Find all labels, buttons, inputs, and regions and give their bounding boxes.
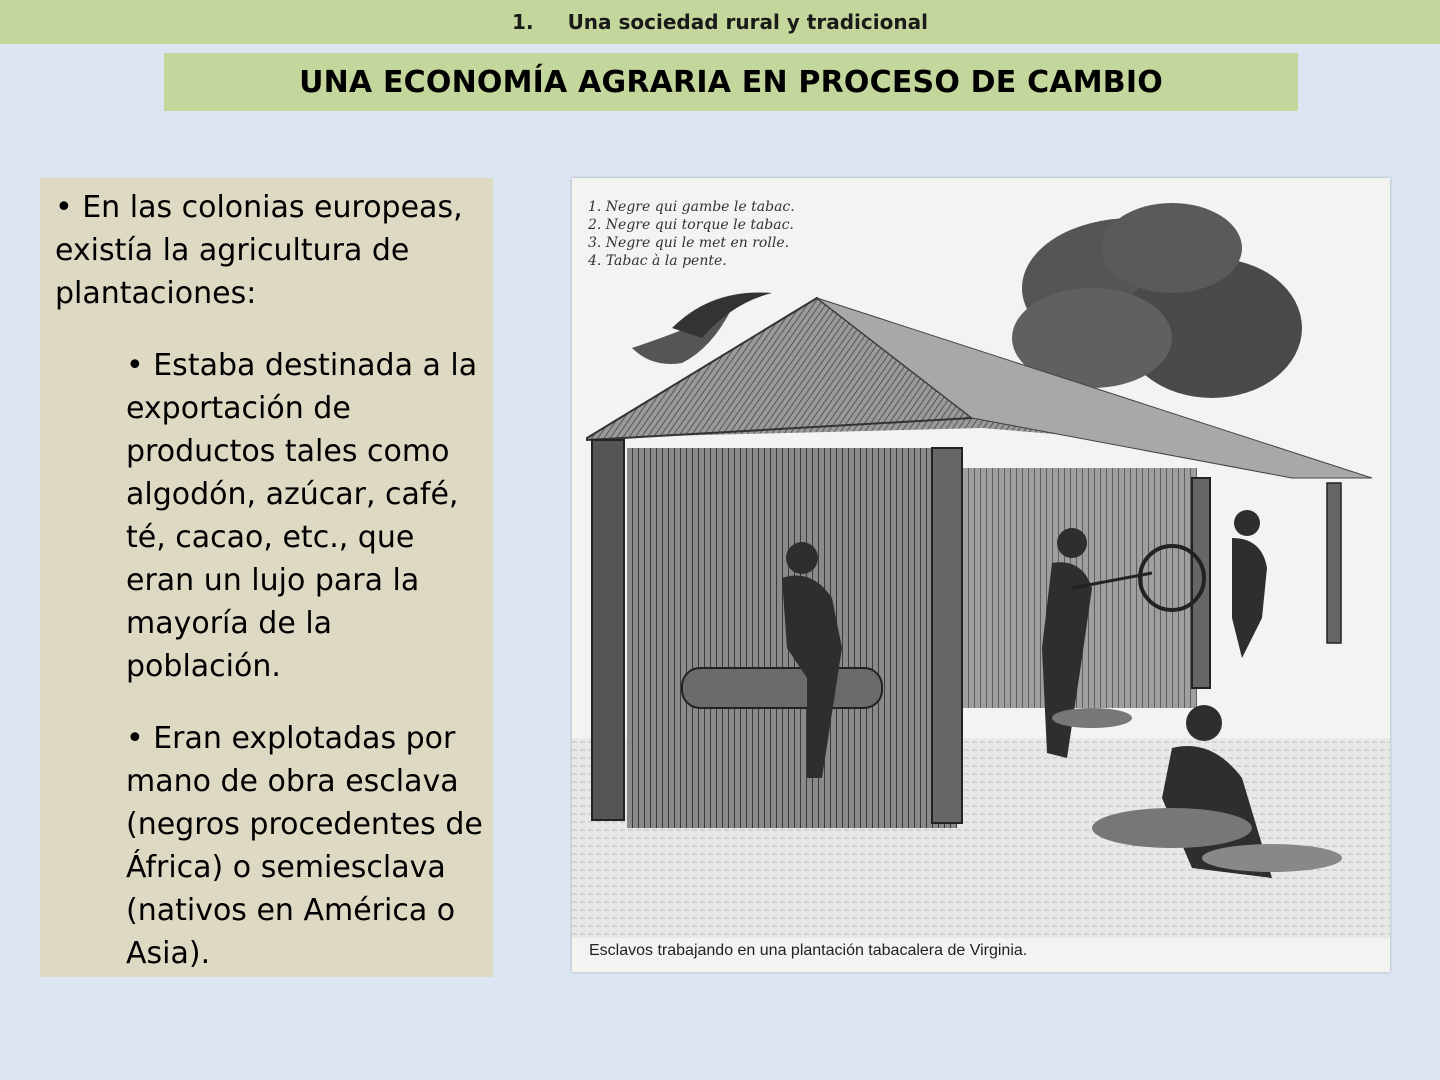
legend-line: 4. Tabac à la pente. — [588, 253, 727, 269]
section-number: 1. — [512, 10, 534, 34]
sub-bullet-labour: • Eran explotadas por mano de obra esclava (negros procedentes de África) o semiesclava (nativos en América o Asia). — [126, 721, 483, 971]
section-title: Una sociedad rural y tradicional — [567, 10, 928, 34]
image-caption: Esclavos trabajando en una plantación tabacalera de Virginia. — [589, 942, 1028, 959]
text-panel — [40, 178, 493, 977]
legend-line: 1. Negre qui gambe le tabac. — [588, 199, 795, 215]
slide-title: UNA ECONOMÍA AGRARIA EN PROCESO DE CAMBIO — [164, 53, 1298, 111]
bullet-point-colonies: • En las colonias europeas, existía la agricultura de plantaciones: — [55, 190, 463, 311]
sub-bullet-exports: • Estaba destinada a la exportación de productos tales como algodón, azúcar, café, té, cacao, etc., que eran un lujo para la mayoría de la población. — [126, 348, 478, 684]
engraving-illustration — [572, 178, 1390, 972]
section-header-bar — [0, 0, 1440, 44]
legend-line: 2. Negre qui torque le tabac. — [588, 217, 794, 233]
tree — [1012, 203, 1302, 398]
legend-line: 3. Negre qui le met en rolle. — [588, 235, 790, 251]
plantation-engraving — [572, 178, 1390, 972]
engraving-legend — [588, 198, 795, 270]
